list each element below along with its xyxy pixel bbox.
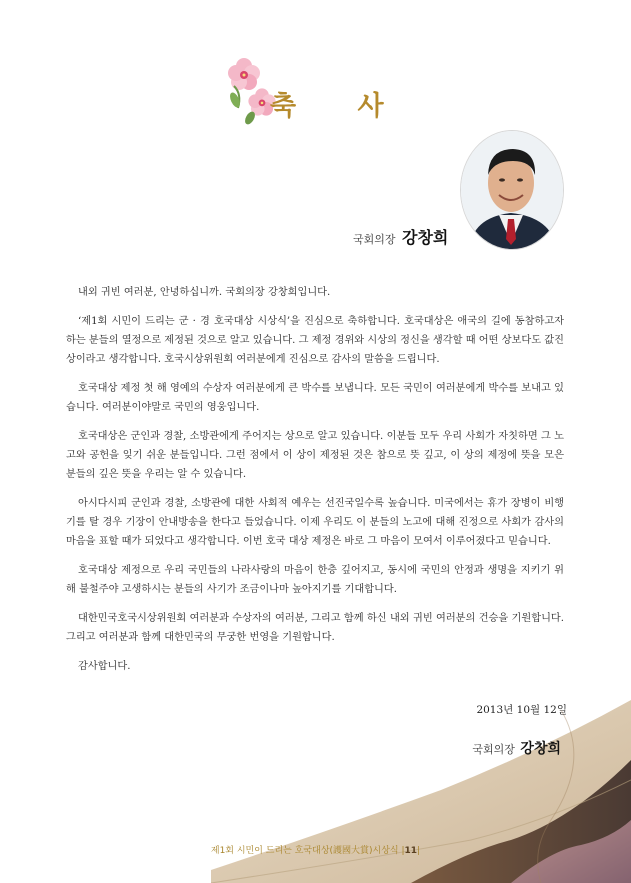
- speaker-credit: [353, 225, 448, 248]
- page-footer: [0, 843, 631, 856]
- body-paragraph-2: 호국대상 제정 첫 해 영예의 수상자 여러분에게 큰 박수를 보냅니다. 모든 국민이 여러분에게 박수를 보내고 있습니다. 여러분이야말로 국민의 영웅입니다.: [66, 383, 564, 413]
- body-paragraph-6: 대한민국호국시상위원회 여러분과 수상자의 여러분, 그리고 함께 하신 내외 귀빈 여러분의 건승을 기원합니다. 그리고 여러분과 함께 대한민국의 무궁한 번영을 기원합니다.: [66, 613, 564, 643]
- page-number: 11: [404, 846, 418, 856]
- signer-name: 강창희: [520, 741, 561, 757]
- letter-date: 2013년 10월 12일: [476, 704, 567, 716]
- speaker-portrait: [460, 130, 564, 250]
- footer-separator-end: |: [417, 846, 421, 856]
- greeting-paragraph: 내외 귀빈 여러분, 안녕하십니까. 국회의장 강창희입니다.: [78, 287, 331, 298]
- body-paragraph-4: 아시다시피 군인과 경찰, 소방관에 대한 사회적 예우는 선진국일수록 높습니다. 미국에서는 휴가 장병이 비행기를 탈 경우 기장이 안내방송을 한다고 들었습니다. 이제 우리도 이 분들의 노고에 대해 진정으로 사회가 감사의 마음을 표할 때가 되었다고 생각합니다. 이번 호국 대상 제정은 바로 그 마음이 모여서 이루어졌다고 믿습니다.: [66, 498, 564, 547]
- message-body: [66, 283, 564, 686]
- footer-separator: |: [401, 846, 405, 856]
- body-paragraph-1: ‘제1회 시민이 드리는 군 · 경 호국대상 시상식’을 진심으로 축하합니다. 호국대상은 애국의 길에 동참하고자 하는 분들의 열정으로 제정된 것으로 알고 있습니다. 그 제정 경위와 시상의 정신을 생각할 때 어떤 상보다도 값진 상이라고 생각합니다. 호국시상위원회 여러분에게 진심으로 감사의 말씀을 드립니다.: [66, 316, 564, 365]
- signer-role: 국회의장: [472, 743, 515, 756]
- speaker-role: 국회의장: [353, 233, 396, 246]
- body-paragraph-5: 호국대상 제정으로 우리 국민들의 나라사랑의 마음이 한층 깊어지고, 동시에 국민의 안정과 생명을 지키기 위해 불철주야 고생하시는 분들의 사기가 조금이나마 높아지기를 기대합니다.: [66, 565, 564, 595]
- closing-line: 감사합니다.: [78, 661, 131, 672]
- page-title: 축 사: [270, 91, 410, 122]
- speaker-name: 강창희: [402, 228, 449, 247]
- body-paragraph-3: 호국대상은 군인과 경찰, 소방관에게 주어지는 상으로 알고 있습니다. 이분들 모두 우리 사회가 자칫하면 그 노고와 공헌을 잊기 쉬운 분들입니다. 그런 점에서 이 상이 제정된 것은 참으로 뜻 깊고, 이 상의 제정에 뜻을 모은 분들의 깊은 뜻을 우리는 알 수 있습니다.: [66, 431, 564, 480]
- footer-title: 제1회 시민이 드리는 호국대상(護國大賞)시상식: [210, 846, 399, 856]
- signature-block: [472, 738, 561, 758]
